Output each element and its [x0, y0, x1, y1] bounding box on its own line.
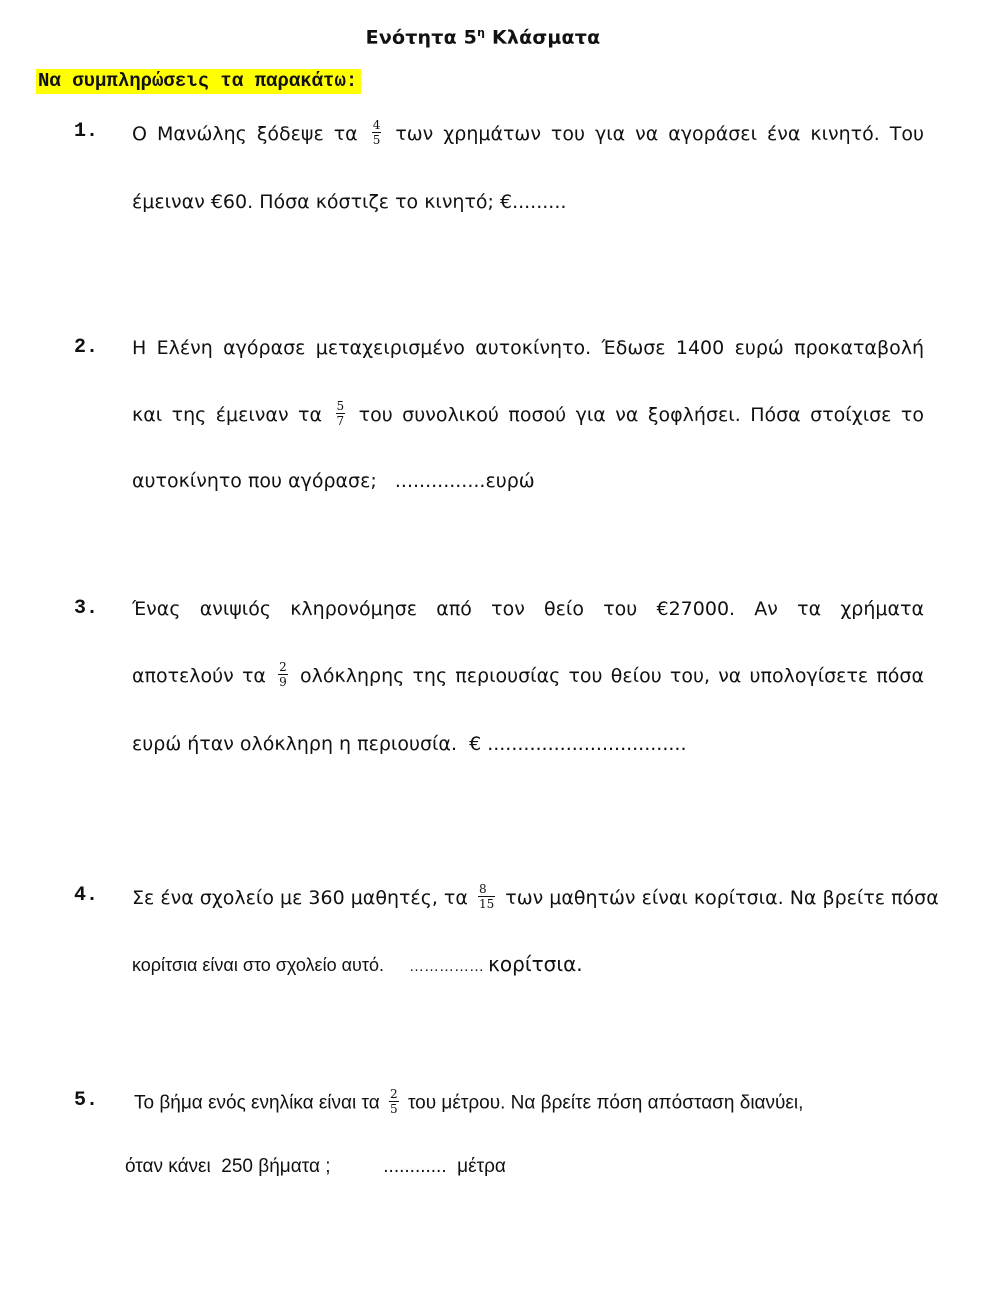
q2-line-2	[132, 401, 924, 430]
q4-text-b: των μαθητών είναι κορίτσια. Να βρείτε πόσα	[505, 887, 939, 909]
q4-unit: κορίτσια.	[488, 952, 583, 976]
title-superscript: η	[477, 26, 486, 39]
q2-line-3: αυτοκίνητο που αγόρασε; ...............ευρώ	[132, 470, 535, 492]
q1-line-1	[132, 120, 924, 149]
q1-fraction	[372, 118, 382, 147]
q5-fraction-denominator: 5	[390, 1102, 398, 1116]
q5-line-1	[134, 1089, 803, 1118]
q5-text-a: Το βήμα ενός ενηλίκα είναι τα	[134, 1092, 380, 1114]
q3-number: 3.	[74, 597, 99, 620]
q5-line-2: όταν κάνει 250 βήματα ; ............ μέτρα	[125, 1156, 506, 1177]
q5-number: 5.	[74, 1089, 99, 1112]
q4-number: 4.	[74, 884, 99, 907]
q2-line-1: Η Ελένη αγόρασε μεταχειρισμένο αυτοκίνητο. Έδωσε 1400 ευρώ προκαταβολή	[132, 337, 924, 359]
q3-text-b: ολόκληρης της περιουσίας του θείου του, να υπολογίσετε πόσα	[300, 665, 924, 687]
q1-number: 1.	[74, 120, 99, 143]
q1-fraction-denominator: 5	[372, 133, 381, 147]
q3-line-3: ευρώ ήταν ολόκληρη η περιουσία. € .................................	[132, 733, 687, 755]
q3-fraction-denominator: 9	[279, 675, 287, 689]
title-rest: Κλάσματα	[485, 26, 601, 49]
q1-line-2: έμειναν €60. Πόσα κόστιζε το κινητό; €.........	[132, 191, 567, 213]
q4-fraction-denominator: 15	[478, 897, 495, 911]
q2-fraction-numerator: 5	[336, 399, 345, 413]
q4-fraction	[478, 882, 495, 911]
q3-fraction-numerator: 2	[279, 660, 287, 674]
title-main: Ενότητα 5	[365, 26, 478, 49]
q3-text-a: αποτελούν τα	[132, 665, 266, 687]
q4-fraction-numerator: 8	[478, 882, 487, 896]
q2-text-b: του συνολικού ποσού για να ξοφλήσει. Πόσα στοίχισε το	[358, 404, 924, 426]
q5-fraction	[389, 1087, 399, 1116]
instructions-heading: Να συμπληρώσεις τα παρακάτω:	[36, 69, 361, 94]
page-title	[0, 26, 966, 48]
q2-text-a: και της έμειναν τα	[132, 404, 323, 426]
q4-line-1	[132, 882, 939, 913]
q4-text-c: κορίτσια είναι στο σχολείο αυτό.	[132, 955, 409, 975]
q4-answer-dots: ……………	[408, 958, 489, 975]
q4-line-2	[132, 952, 583, 979]
q5-text-b: του μέτρου. Να βρείτε πόση απόσταση διανύει,	[407, 1092, 804, 1114]
q2-fraction	[336, 399, 346, 428]
q3-fraction	[278, 660, 288, 689]
q2-fraction-denominator: 7	[336, 414, 345, 428]
q2-number: 2.	[74, 336, 99, 359]
q1-text-a: Ο Μανώλης ξόδεψε τα	[132, 123, 358, 145]
q1-fraction-numerator: 4	[372, 118, 381, 132]
q3-line-1: Ένας ανιψιός κληρονόμησε από τον θείο του €27000. Αν τα χρήματα	[132, 598, 924, 620]
q1-text-b: των χρημάτων του για να αγοράσει ένα κινητό. Του	[395, 123, 924, 145]
q4-text-a: Σε ένα σχολείο με 360 μαθητές, τα	[132, 887, 468, 909]
q3-line-2	[132, 662, 924, 691]
q5-fraction-numerator: 2	[390, 1087, 398, 1101]
